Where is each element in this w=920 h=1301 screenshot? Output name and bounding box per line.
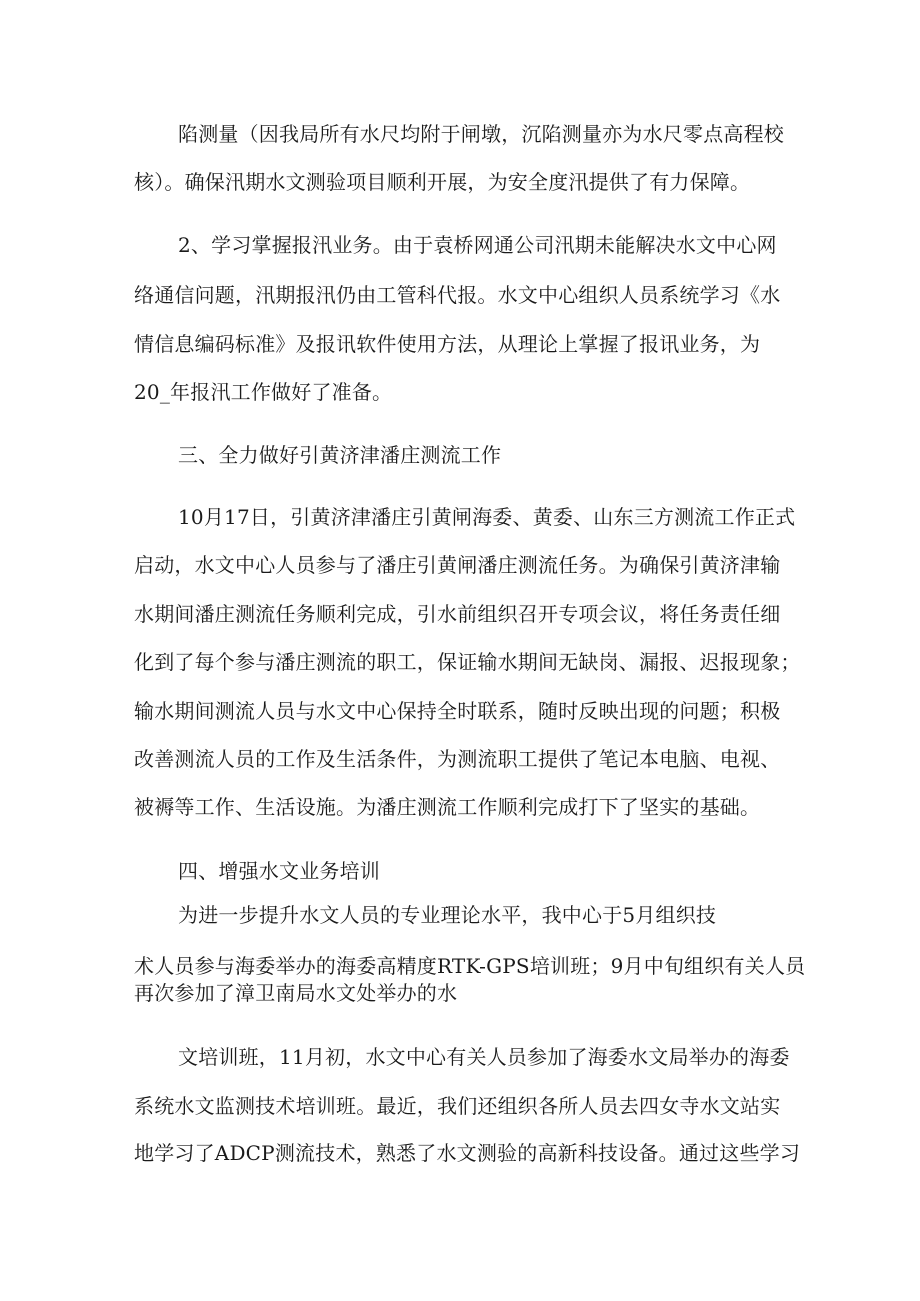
text-line: 改善测流人员的工作及生活条件，为测流职工提供了笔记本电脑、电视、 xyxy=(134,747,781,771)
text-line: 为进一步提升水文人员的专业理论水平，我中心于5月组织技 xyxy=(178,903,717,927)
section-heading: 四、增强水文业务培训 xyxy=(178,859,380,883)
text-line: 20_年报汛工作做好了准备。 xyxy=(134,380,393,404)
text-line: 再次参加了漳卫南局水文处举办的水 xyxy=(134,981,458,1005)
text-line: 启动，水文中心人员参与了潘庄引黄闸潘庄测流任务。为确保引黄济津输 xyxy=(134,553,781,577)
text-line: 水期间潘庄测流任务顺利完成，引水前组织召开专项会议，将任务责任细 xyxy=(134,602,781,626)
text-line: 陷测量（因我局所有水尺均附于闸墩，沉陷测量亦为水尺零点高程校 xyxy=(178,122,784,146)
text-line: 2、学习掌握报汛业务。由于袁桥网通公司汛期未能解决水文中心网 xyxy=(178,233,777,257)
text-line: 输水期间测流人员与水文中心保持全时联系，随时反映出现的问题；积极 xyxy=(134,699,781,723)
text-line: 文培训班，11月初，水文中心有关人员参加了海委水文局举办的海委 xyxy=(178,1045,790,1069)
text-line: 核）。确保汛期水文测验项目顺利开展，为安全度汛提供了有力保障。 xyxy=(134,170,751,194)
text-line: 被褥等工作、生活设施。为潘庄测流工作顺利完成打下了坚实的基础。 xyxy=(134,795,761,819)
text-line: 化到了每个参与潘庄测流的职工，保证输水期间无缺岗、漏报、迟报现象； xyxy=(134,650,801,674)
text-line: 情信息编码标准》及报讯软件使用方法，从理论上掌握了报讯业务，为 xyxy=(134,332,761,356)
section-heading: 三、全力做好引黄济津潘庄测流工作 xyxy=(178,443,502,467)
text-line: 系统水文监测技术培训班。最近，我们还组织各所人员去四女寺水文站实 xyxy=(134,1094,781,1118)
text-line: 地学习了ADCP测流技术，熟悉了水文测验的高新科技设备。通过这些学习 xyxy=(134,1141,801,1165)
text-line: 络通信问题，汛期报汛仍由工管科代报。水文中心组织人员系统学习《水 xyxy=(134,283,781,307)
text-line: 10月17日，引黄济津潘庄引黄闸海委、黄委、山东三方测流工作正式 xyxy=(178,505,796,529)
text-line: 术人员参与海委举办的海委高精度RTK-GPS培训班；9月中旬组织有关人员 xyxy=(134,954,806,978)
